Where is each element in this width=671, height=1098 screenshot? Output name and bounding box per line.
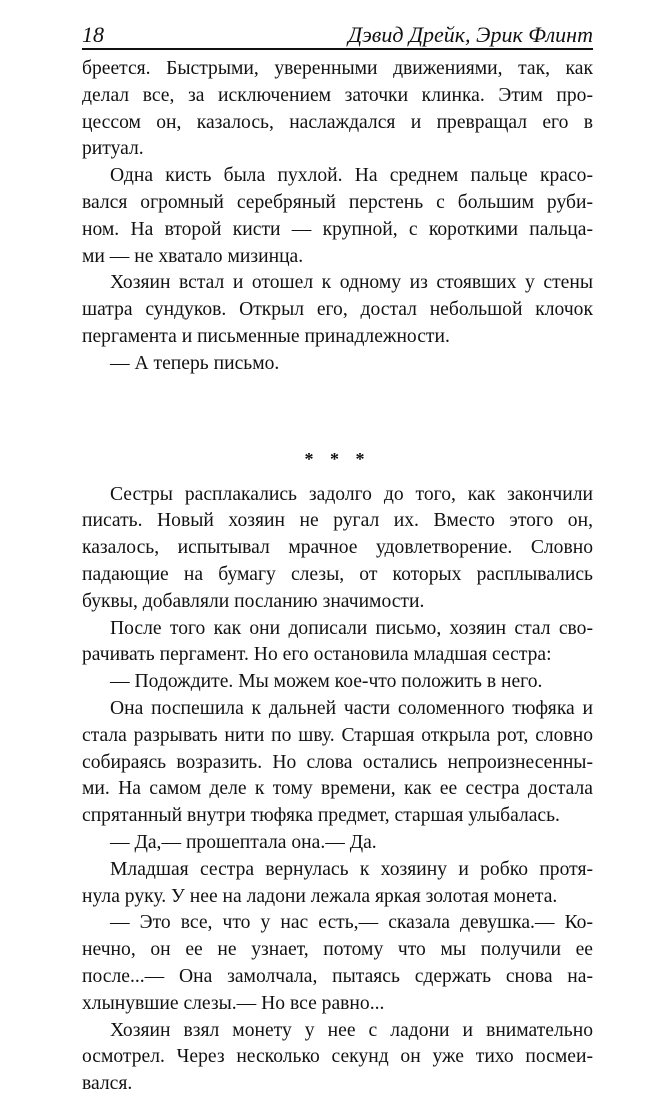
text-line: казалось, испытывал мрачное удовлетворение. Словно <box>82 537 593 559</box>
text-line: — Да,— прошептала она.— Да. <box>110 831 377 853</box>
text-line: Хозяин взял монету у нее с ладони и внимательно <box>110 1019 593 1041</box>
paragraph <box>82 163 593 270</box>
text-line: стала разрывать нити по шву. Старшая открыла рот, словно <box>82 724 593 746</box>
text-line: — А теперь письмо. <box>110 352 280 374</box>
text-line: падающие на бумагу слезы, от которых расплывались <box>82 563 593 585</box>
running-head-authors: Дэвид Дрейк, Эрик Флинт <box>348 22 593 47</box>
paragraph <box>82 857 593 911</box>
paragraph <box>82 270 593 350</box>
body-text <box>82 56 593 1098</box>
text-line: Она поспешила к дальней части соломенного тюфяка и <box>110 697 593 719</box>
text-line: ном. На второй кисти — крупной, с короткими пальца- <box>82 218 593 240</box>
paragraph <box>82 696 593 830</box>
text-line: Хозяин встал и отошел к одному из стоявших у стены <box>110 272 593 294</box>
text-line: — Это все, что у нас есть,— сказала девушка.— Ко- <box>110 912 593 934</box>
text-line: — Подождите. Мы можем кое-что положить в него. <box>110 671 543 693</box>
paragraph <box>82 1018 593 1098</box>
text-line: Одна кисть была пухлой. На среднем пальце красо- <box>110 165 593 187</box>
paragraph <box>82 56 593 163</box>
text-line: ми — не хватало мизинца. <box>82 245 304 267</box>
text-line: нула руку. У нее на ладони лежала яркая золотая монета. <box>82 885 558 907</box>
paragraph <box>82 830 593 857</box>
text-line: вался огромный серебряный перстень с большим руби- <box>82 191 593 213</box>
paragraph <box>82 482 593 616</box>
text-line: После того как они дописали письмо, хозяин стал сво- <box>110 617 593 639</box>
text-line: делал все, за исключением заточки клинка. Этим про- <box>82 84 593 106</box>
text-line: осмотрел. Через несколько секунд он уже тихо посмеи- <box>82 1046 593 1068</box>
text-line: спрятанный внутри тюфяка предмет, старшая улыбалась. <box>82 805 560 827</box>
text-line: собираясь возразить. Но слова остались непроизнесенны- <box>82 751 593 773</box>
text-line: бреется. Быстрыми, уверенными движениями, так, как <box>82 58 593 79</box>
paragraph <box>82 616 593 670</box>
paragraph <box>82 910 593 1017</box>
text-line: ритуал. <box>82 138 144 160</box>
text-line: пергамента и письменные принадлежности. <box>82 325 450 347</box>
text-line: Сестры расплакались задолго до того, как закончили <box>110 483 593 505</box>
text-section-before-break <box>82 56 593 378</box>
text-line: Младшая сестра вернулась к хозяину и робко протя- <box>110 858 593 880</box>
text-line: рачивать пергамент. Но его остановила младшая сестра: <box>82 644 552 666</box>
text-line: цессом он, казалось, наслаждался и превращал его в <box>82 111 593 133</box>
text-line: вался. <box>82 1073 133 1095</box>
section-gap <box>82 378 593 409</box>
paragraph <box>82 351 593 378</box>
paragraph <box>82 669 593 696</box>
running-header <box>82 22 593 50</box>
text-line: писать. Новый хозяин не ругал их. Вместо этого он, <box>82 510 593 532</box>
text-section-after-break <box>82 482 593 1098</box>
section-break-asterisks: * * * <box>304 448 371 469</box>
text-line: ми. На самом деле к тому времени, как ее сестра достала <box>82 778 593 800</box>
text-line: после...— Она замолчала, пытаясь сдержать снова на- <box>82 965 593 987</box>
text-line: буквы, добавляли посланию значимости. <box>82 590 425 612</box>
text-line: хлынувшие слезы.— Но все равно... <box>82 992 385 1014</box>
page-number: 18 <box>82 22 104 47</box>
text-line: шатра сундуков. Открыл его, достал небольшой клочок <box>82 299 593 321</box>
text-line: нечно, он ее не узнает, потому что мы получили ее <box>82 939 593 961</box>
